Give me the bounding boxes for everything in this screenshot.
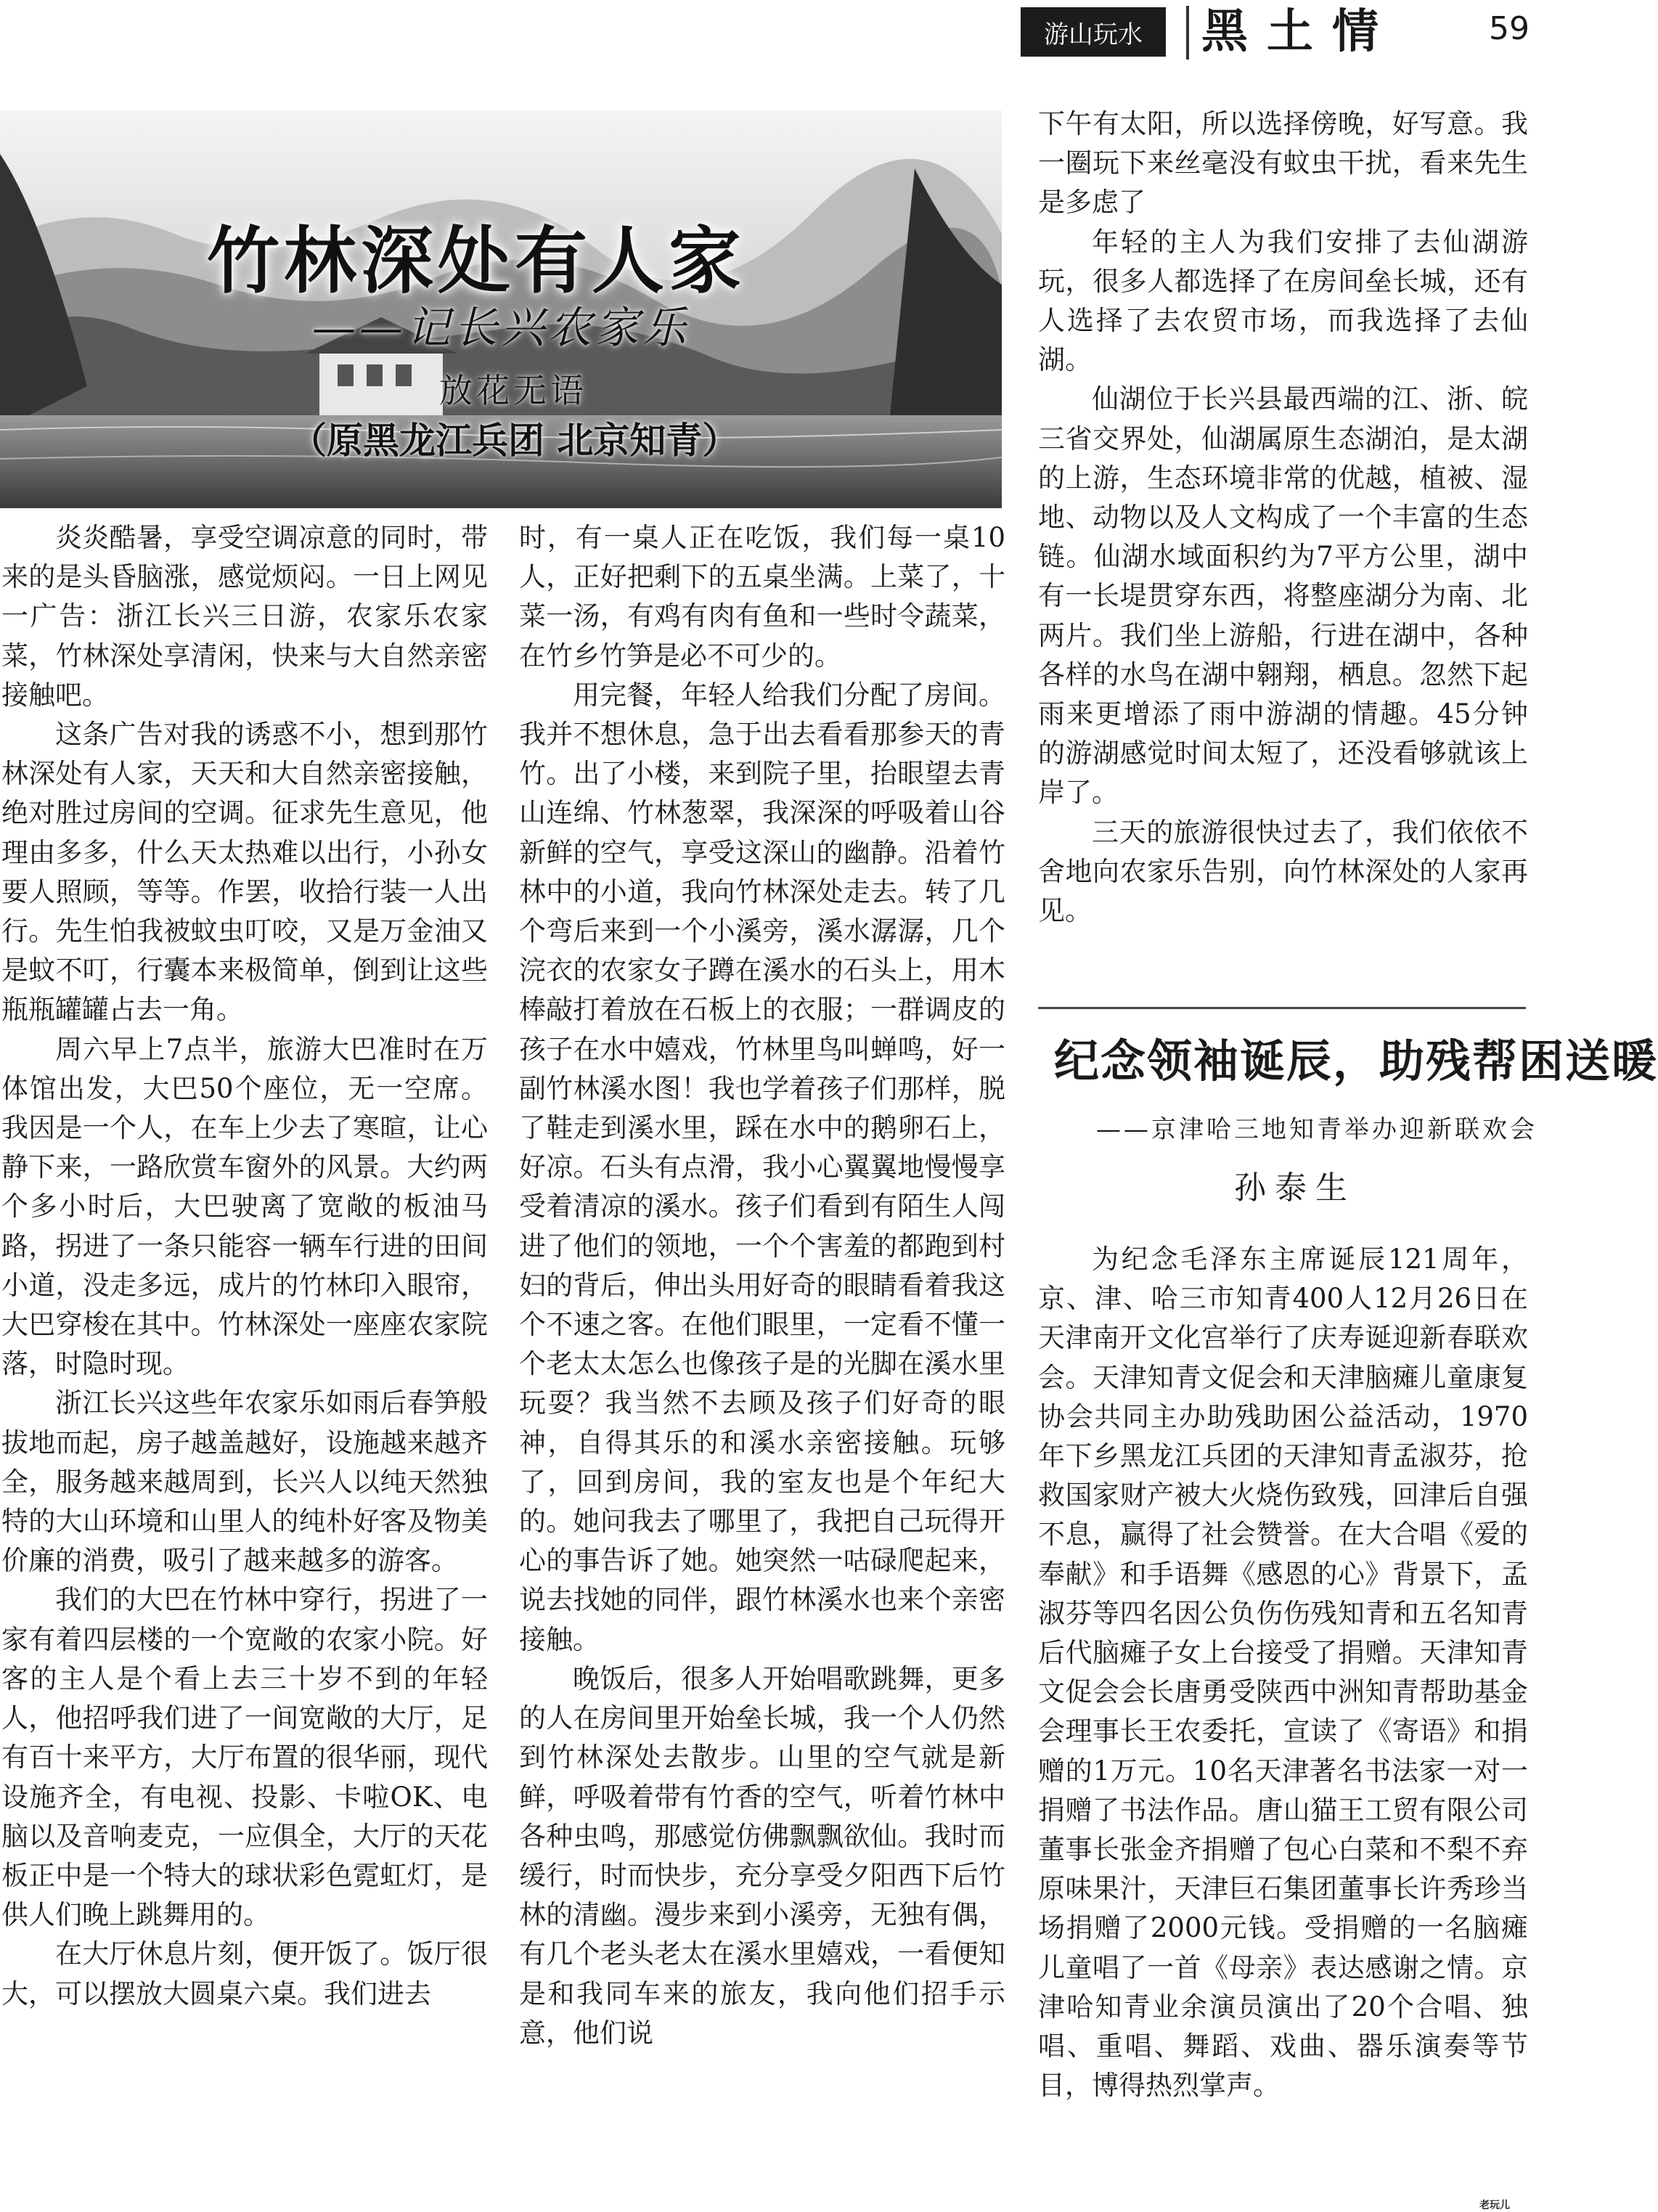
paragraph: 年轻的主人为我们安排了去仙湖游玩，很多人都选择了在房间垒长城，还有人选择了去农贸市场，而我选择了去仙湖。: [1038, 226, 1528, 376]
paragraph: 在大厅休息片刻，便开饭了。饭厅很大，可以摆放大圆桌六桌。我们进去: [1, 1938, 488, 2009]
paragraph: 周六早上7点半，旅游大巴准时在万体馆出发，大巴50个座位，无一空席。我因是一个人，在车上少去了寒暄，让心静下来，一路欣赏车窗外的风景。大约两个多小时后，大巴驶离了宽敞的板油马路，拐进了一条只能容一辆车行进的田间小道，没走多远，成片的竹林印入眼帘，大巴穿梭在其中。竹林深处一座座农家院落，时隐时现。: [1, 1033, 488, 1380]
article-author: 放花无语: [439, 371, 587, 410]
header-divider: [1186, 6, 1189, 60]
paragraph: 时，有一桌人正在吃饭，我们每一桌10人，正好把剩下的五桌坐满。上菜了，十菜一汤，有鸡有肉有鱼和一些时令蔬菜，在竹乡竹笋是必不可少的。: [519, 522, 1005, 672]
paragraph: 晚饭后，很多人开始唱歌跳舞，更多的人在房间里开始垒长城，我一个人仍然到竹林深处去散步。山里的空气就是新鲜，呼吸着带有竹香的空气，听着竹林中各种虫鸣，那感觉仿佛飘飘欲仙。我时而缓行，时而快步，充分享受夕阳西下后竹林的清幽。漫步来到小溪旁，无独有偶，有几个老头老太在溪水里嬉戏，一看便知是和我同车来的旅友，我向他们招手示意，他们说: [519, 1662, 1005, 2049]
article-banner: [0, 110, 1002, 508]
paragraph: 三天的旅游很快过去了，我们依依不舍地向农家乐告别，向竹林深处的人家再见。: [1038, 816, 1528, 927]
article-title: 竹林深处有人家: [207, 218, 746, 303]
second-article-subtitle: ——京津哈三地知青举办迎新联欢会: [1096, 1115, 1537, 1144]
article-column-3: [1038, 105, 1528, 987]
paragraph: 仙湖位于长兴县最西端的江、浙、皖三省交界处，仙湖属原生态湖泊，是太湖的上游，生态环境非常的优越，植被、湿地、动物以及人文构成了一个丰富的生态链。仙湖水域面积约为7平方公里，湖中有一长堤贯穿东西，将整座湖分为南、北两片。我们坐上游船，行进在湖中，各种各样的水鸟在湖中翱翔，栖息。忽然下起雨来更增添了雨中游湖的情趣。45分钟的游湖感觉时间太短了，还没看够就该上岸了。: [1038, 383, 1528, 809]
second-article-title: 纪念领袖诞辰，助残帮困送暖: [1054, 1034, 1658, 1087]
second-article-author: 孙泰生: [1234, 1170, 1356, 1207]
article-column-1: [1, 518, 488, 2211]
paragraph: 用完餐，年轻人给我们分配了房间。我并不想休息，急于出去看看那参天的青竹。出了小楼，来到院子里，抬眼望去青山连绵、竹林葱翠，我深深的呼吸着山谷新鲜的空气，享受这深山的幽静。沿着竹林中的小道，我向竹林深处走去。转了几个弯后来到一个小溪旁，溪水潺潺，几个浣衣的农家女子蹲在溪水的石头上，用木棒敲打着放在石板上的衣服；一群调皮的孩子在水中嬉戏，竹林里鸟叫蝉鸣，好一副竹林溪水图！我也学着孩子们那样，脱了鞋走到溪水里，踩在水中的鹅卵石上，好凉。石头有点滑，我小心翼翼地慢慢享受着清凉的溪水。孩子们看到有陌生人闯进了他们的领地，一个个害羞的都跑到村妇的背后，伸出头用好奇的眼睛看着我这个不速之客。在他们眼里，一定看不懂一个老太太怎么也像孩子是的光脚在溪水里玩耍？我当然不去顾及孩子们好奇的眼神，自得其乐的和溪水亲密接触。玩够了，回到房间，我的室友也是个年纪大的。她问我去了哪里了，我把自己玩得开心的事告诉了她。她突然一咕碌爬起来，说去找她的同伴，跟竹林溪水也来个亲密接触。: [519, 679, 1005, 1655]
paragraph: 下午有太阳，所以选择傍晚，好写意。我一圈玩下来丝毫没有蚊虫干扰，看来先生是多虑了: [1038, 108, 1528, 219]
section-tag: 游山玩水: [1021, 7, 1166, 57]
photo-credit: 老玩儿: [1479, 2200, 1510, 2211]
paragraph: 我们的大巴在竹林中穿行，拐进了一家有着四层楼的一个宽敞的农家小院。好客的主人是个看上去三十岁不到的年轻人，他招呼我们进了一间宽敞的大厅，足有百十来平方，大厅布置的很华丽，现代设施齐全，有电视、投影、卡啦OK、电脑以及音响麦克，一应俱全，大厅的天花板正中是一个特大的球状彩色霓虹灯，是供人们晚上跳舞用的。: [1, 1584, 488, 1931]
article-subtitle: ——记长兴农家乐: [312, 303, 690, 354]
author-affiliation: （原黑龙江兵团 北京知青）: [290, 419, 739, 462]
paragraph: 炎炎酷暑，享受空调凉意的同时，带来的是头昏脑涨，感觉烦闷。一日上网见一广告：浙江长兴三日游，农家乐农家菜，竹林深处享清闲，快来与大自然亲密接触吧。: [1, 522, 488, 711]
paragraph: 这条广告对我的诱惑不小，想到那竹林深处有人家，天天和大自然亲密接触，绝对胜过房间的空调。征求先生意见，他理由多多，什么天太热难以出行，小孙女要人照顾，等等。作罢，收拾行装一人出行。先生怕我被蚊虫叮咬，又是万金油又是蚊不叮，行囊本来极简单，倒到让这些瓶瓶罐罐占去一角。: [1, 719, 488, 1026]
article-divider: [1038, 1007, 1526, 1009]
magazine-name: 黑土情: [1201, 4, 1397, 59]
article-column-2: [519, 518, 1005, 2211]
page-number: 59: [1489, 10, 1530, 47]
second-article-body: [1038, 1240, 1528, 2211]
paragraph: 为纪念毛泽东主席诞辰121周年，京、津、哈三市知青400人12月26日在天津南开文化宫举行了庆寿诞迎新春联欢会。天津知青文促会和天津脑瘫儿童康复协会共同主办助残助困公益活动，1970年下乡黑龙江兵团的天津知青孟淑芬，抢救国家财产被大火烧伤致残，回津后自强不息，赢得了社会赞誉。在大合唱《爱的奉献》和手语舞《感恩的心》背景下，孟淑芬等四名因公负伤伤残知青和五名知青后代脑瘫子女上台接受了捐赠。天津知青文促会会长唐勇受陕西中洲知青帮助基金会理事长王农委托，宣读了《寄语》和捐赠的1万元。10名天津著名书法家一对一捐赠了书法作品。唐山猫王工贸有限公司董事长张金齐捐赠了包心白菜和不梨不弃原味果汁，天津巨石集团董事长许秀珍当场捐赠了2000元钱。受捐赠的一名脑瘫儿童唱了一首《母亲》表达感谢之情。京津哈知青业余演员演出了20个合唱、独唱、重唱、舞蹈、戏曲、器乐演奏等节目，博得热烈掌声。: [1038, 1244, 1528, 2102]
paragraph: 浙江长兴这些年农家乐如雨后春笋般拔地而起，房子越盖越好，设施越来越齐全，服务越来越周到，长兴人以纯天然独特的大山环境和山里人的纯朴好客及物美价廉的消费，吸引了越来越多的游客。: [1, 1387, 488, 1577]
